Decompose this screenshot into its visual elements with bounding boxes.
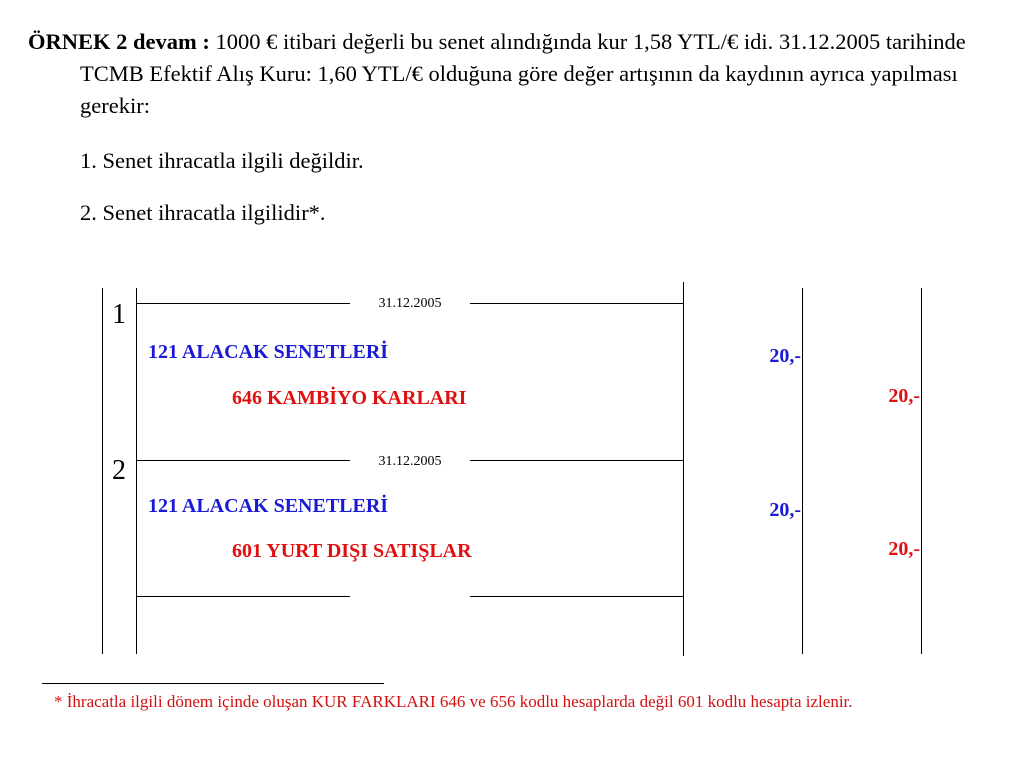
example-label: ÖRNEK 2 devam : xyxy=(28,29,210,54)
ledger-account-rule xyxy=(136,288,137,654)
entry-1-debit-account: 121 ALACAK SENETLERİ xyxy=(148,341,389,363)
ledger-right-rule xyxy=(921,288,922,654)
ledger-debit-rule xyxy=(683,282,684,656)
entry-2-rule-right xyxy=(470,460,683,461)
option-2: 2. Senet ihracatla ilgilidir*. xyxy=(80,200,326,225)
entry-2-date: 31.12.2005 xyxy=(378,454,442,469)
intro-sentence-1: 1000 € itibari değerli bu senet alındığında kur 1,58 YTL/€ idi. xyxy=(215,29,774,54)
closing-rule-right xyxy=(470,596,683,597)
ledger-credit-rule-upper xyxy=(802,288,803,454)
footnote-rule xyxy=(42,683,384,684)
entry-2-debit-amount: 20,- xyxy=(769,499,801,521)
option-1: 1. Senet ihracatla ilgili değildir. xyxy=(80,148,364,173)
entry-2-number: 2 xyxy=(112,455,126,486)
intro-sentence-2: 31.12.2005 tarihinde TCMB Efektif Alış Kuru: 1,60 YTL/€ olduğuna göre değer artışının da kaydının ayrıca yapılması gerekir: xyxy=(80,29,966,118)
entry-1-rule-left xyxy=(136,303,350,304)
entry-2-credit-amount: 20,- xyxy=(888,538,920,560)
intro-paragraph xyxy=(28,26,1013,122)
entry-1-debit-amount: 20,- xyxy=(769,345,801,367)
entry-1-rule-right xyxy=(470,303,683,304)
footnote: * İhracatla ilgili dönem içinde oluşan KUR FARKLARI 646 ve 656 kodlu hesaplarda değil 601 kodlu hesapta izlenir. xyxy=(54,692,853,711)
entry-1-credit-amount: 20,- xyxy=(888,385,920,407)
entry-1-date: 31.12.2005 xyxy=(378,296,442,311)
entry-1-credit-account: 646 KAMBİYO KARLARI xyxy=(232,387,467,409)
entry-1-number: 1 xyxy=(112,299,126,330)
ledger-left-rule xyxy=(102,288,103,654)
entry-2-credit-account: 601 YURT DIŞI SATIŞLAR xyxy=(232,540,472,562)
closing-rule-left xyxy=(136,596,350,597)
intro-text xyxy=(28,26,1013,122)
ledger-credit-rule-lower xyxy=(802,450,803,654)
entry-2-rule-left xyxy=(136,460,350,461)
entry-2-debit-account: 121 ALACAK SENETLERİ xyxy=(148,495,389,517)
